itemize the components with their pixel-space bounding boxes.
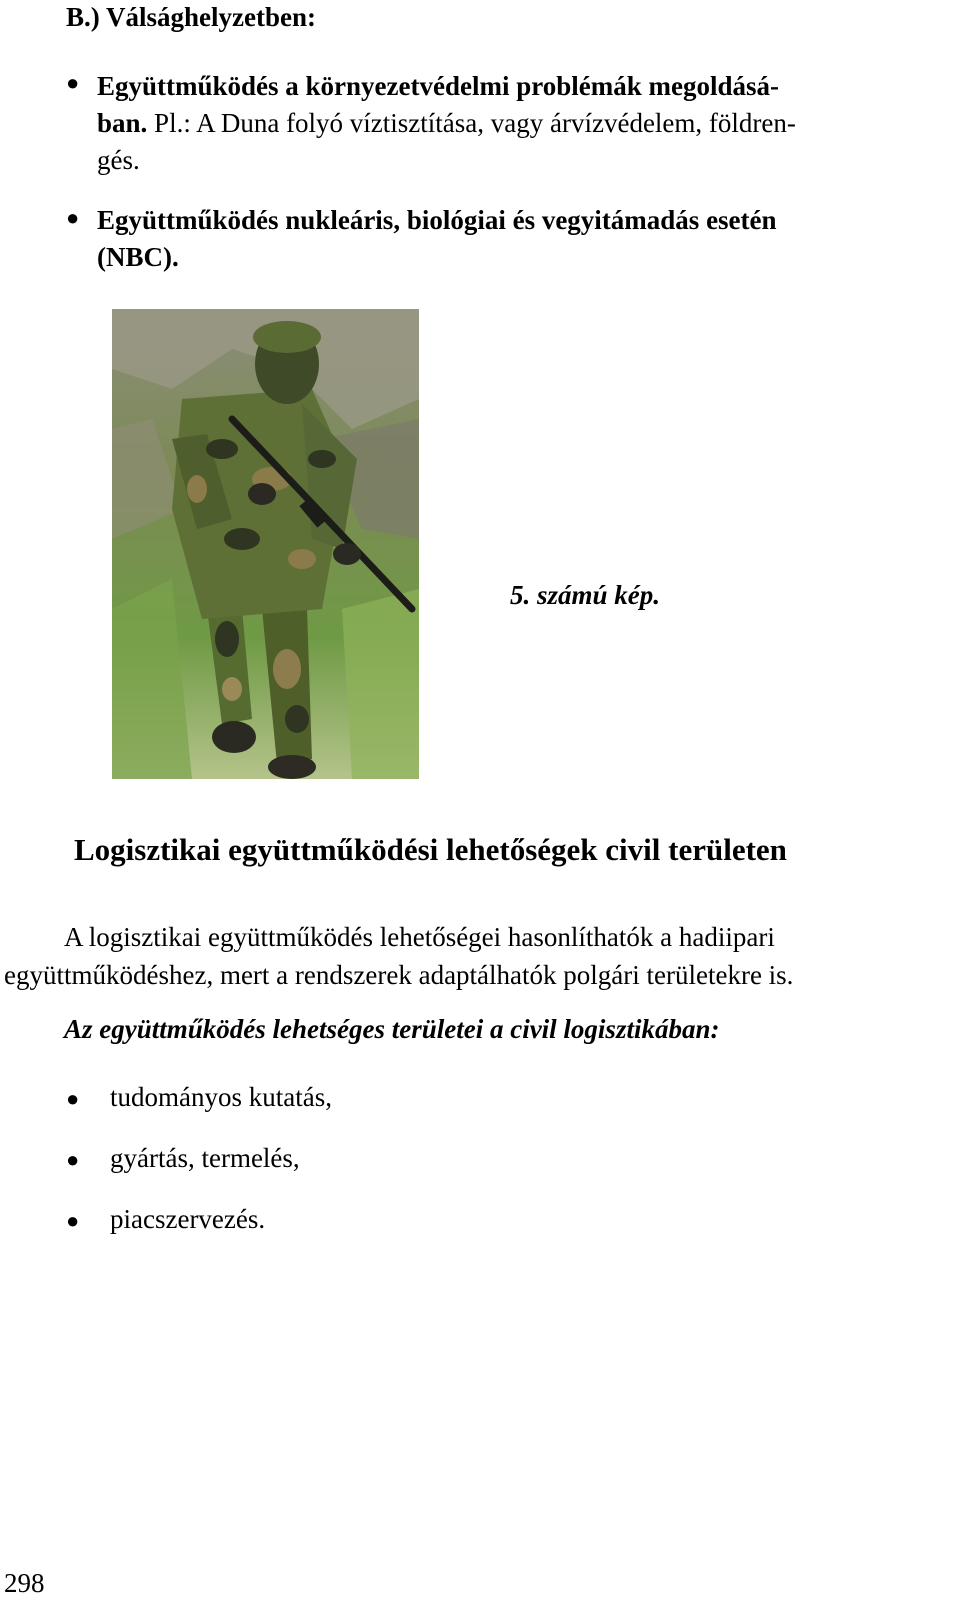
bullet-line-rest: Pl.: A Duna folyó víztisztítása, vagy árvízvédelem, földren- bbox=[147, 108, 796, 138]
bullet-dot: ● bbox=[66, 1147, 80, 1172]
bullet-line: Együttműködés nukleáris, biológiai és vegyitámadás esetén bbox=[97, 205, 777, 235]
section-title: Logisztikai együttműködési lehetőségek civil területen bbox=[74, 832, 787, 867]
list-item: gyártás, termelés, bbox=[110, 1143, 300, 1173]
bullet-line-bold: ban. bbox=[97, 108, 148, 138]
bullet-line: (NBC). bbox=[97, 242, 179, 272]
bullet-dot: ● bbox=[66, 1208, 80, 1233]
bullet-dot: ● bbox=[66, 205, 80, 230]
section-heading: B.) Válsághelyzetben: bbox=[66, 2, 316, 32]
bullet-line: gés. bbox=[97, 145, 140, 175]
body-paragraph bbox=[4, 918, 934, 994]
list-item: piacszervezés. bbox=[110, 1204, 266, 1234]
bullet-dot: ● bbox=[66, 70, 80, 95]
page-number: 298 bbox=[4, 1568, 45, 1598]
list-item: tudományos kutatás, bbox=[110, 1082, 332, 1112]
list-heading: Az együttműködés lehetséges területei a civil logisztikában: bbox=[64, 1014, 720, 1044]
bullet-item-environment bbox=[97, 68, 932, 179]
paragraph-line: együttműködéshez, mert a rendszerek adaptálhatók polgári területekre is. bbox=[4, 960, 794, 990]
soldier-photo bbox=[112, 309, 419, 779]
figure-caption: 5. számú kép. bbox=[510, 580, 661, 610]
bullet-dot: ● bbox=[66, 1086, 80, 1111]
bullet-item-nbc bbox=[97, 202, 932, 276]
paragraph-line: A logisztikai együttműködés lehetőségei hasonlíthatók a hadiipari bbox=[64, 922, 775, 952]
bullet-line: Együttműködés a környezetvédelmi problémák megoldásá- bbox=[97, 71, 779, 101]
